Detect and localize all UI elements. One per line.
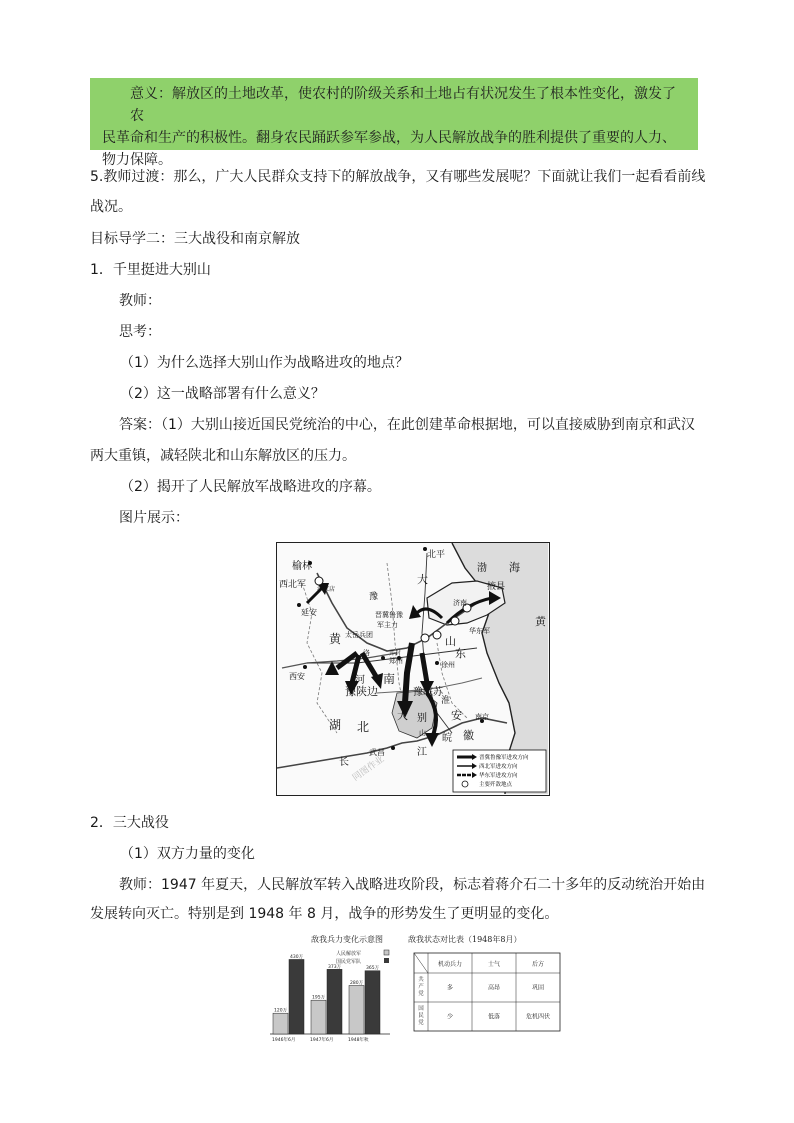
- label-xibeijun: 西北军: [279, 580, 307, 590]
- label-yu: 豫: [369, 592, 379, 602]
- label-bie: 别: [417, 713, 427, 724]
- bar-category-label: 1948年秋: [348, 1038, 369, 1043]
- watermark: 同图作业: [350, 754, 387, 784]
- battle-site-icon: [315, 577, 323, 585]
- table-cell: 巩固: [531, 984, 545, 992]
- label-huai: 淮: [441, 696, 451, 706]
- label-huang: 黄: [329, 632, 342, 646]
- label-da-char: 大: [417, 573, 428, 586]
- map-svg: [277, 543, 548, 794]
- border-1: [302, 583, 337, 733]
- table-cell: 危机四伏: [525, 1013, 551, 1021]
- table-row-label-char: 党: [418, 991, 424, 997]
- bar-value-label: 365万: [366, 966, 380, 972]
- table-cell: 高昂: [487, 984, 501, 992]
- dabie-loop-arrow-head: [425, 733, 439, 747]
- label-xuzhou: 徐州: [441, 661, 455, 669]
- table-row-label-char: 党: [418, 1020, 424, 1026]
- label-hu: 湖: [329, 718, 342, 732]
- label-jinjiluyu: 晋冀鲁豫: [375, 611, 403, 619]
- bar-pla: [273, 1013, 288, 1034]
- significance-line-2: 民革命和生产的积极性。翻身农民踊跃参军参战，为人民解放战争的胜利提供了重要的人力、: [102, 130, 676, 146]
- label-yuwanxu: 豫皖苏: [413, 687, 443, 698]
- question-2: （2）这一战略部署有什么意义？: [120, 386, 325, 402]
- answer-2: （2）揭开了人民解放军战略进攻的序幕。: [120, 479, 381, 495]
- jjly-arrow2-shaft: [422, 653, 427, 683]
- legend-kmt-swatch: [384, 958, 389, 963]
- bar-pla: [349, 985, 364, 1034]
- table-header-cell: 士气: [487, 961, 501, 968]
- section1-title: 1．千里挺进大别山: [90, 262, 211, 278]
- label-he: 河: [355, 675, 365, 686]
- legend-label-2: 西北军进攻方向: [479, 764, 518, 770]
- label-jiang: 江: [417, 747, 427, 758]
- section2-title: 2．三大战役: [90, 815, 169, 831]
- force-comparison-figure: [266, 930, 566, 1050]
- label-hui: 徽: [463, 729, 474, 742]
- city-dot: [381, 656, 385, 660]
- section2-teacher-line-1: 教师：1947 年夏天，人民解放军转入战略进攻阶段，标志着蒋介石二十多年的反动统治开始由: [119, 877, 706, 893]
- table-row-label-char: 国: [418, 1006, 424, 1012]
- label-jinan: 济南: [453, 599, 467, 607]
- bar-category-label: 1946年6月: [272, 1038, 296, 1043]
- transition-line-1: 5.教师过渡：那么，广大人民群众支持下的解放战争，又有哪些发展呢？下面就让我们一起看看前线: [90, 169, 706, 185]
- label-shandong-shan: 山: [445, 635, 456, 648]
- legend-label-1: 晋冀鲁豫军进攻方向: [479, 755, 529, 761]
- significance-line-3: 物力保障。: [102, 152, 172, 168]
- legend-kmt-label: 国民党军队: [336, 959, 362, 965]
- significance-line-1: 意义：解放区的土地改革，使农村的阶级关系和土地占有状况发生了根本性变化，激发了农: [130, 86, 676, 124]
- bar-pla: [311, 1000, 326, 1034]
- label-bohai: 渤: [477, 563, 487, 574]
- bar-value-label: 120万: [274, 1008, 288, 1014]
- city-dot: [391, 746, 395, 750]
- map-legend: [453, 750, 546, 792]
- label-chang: 长: [339, 757, 349, 768]
- section2-sub1: （1）双方力量的变化: [120, 846, 255, 862]
- think-label: 思考：: [119, 324, 161, 340]
- label-nan: 南: [383, 672, 396, 686]
- city-dot: [435, 661, 439, 665]
- label-beiping: 北平: [427, 550, 446, 560]
- table-title: 敌我状态对比表（1948年8月）: [408, 935, 522, 944]
- label-luo: 洛: [363, 649, 370, 657]
- label-hai: 海: [509, 561, 520, 574]
- bar-value-label: 373万: [328, 964, 342, 970]
- label-wuchang: 武昌: [369, 748, 385, 757]
- bar-kmt: [289, 959, 304, 1034]
- label-nanjing: 南京: [475, 713, 489, 721]
- label-kaifeng: 开封: [389, 650, 402, 657]
- image-show-label: 图片展示：: [119, 510, 189, 526]
- label-huang-hai: 黄: [535, 615, 546, 628]
- bar-category-label: 1947年6月: [310, 1038, 334, 1043]
- bar-value-label: 430万: [290, 954, 304, 960]
- table-row-label-char: 民: [418, 1013, 424, 1019]
- question-1: （1）为什么选择大别山作为战略进攻的地点？: [120, 355, 409, 371]
- city-dot: [297, 603, 301, 607]
- legend-pla-label: 人民解放军: [336, 951, 362, 957]
- label-yushanbian: 豫陕边: [345, 685, 378, 698]
- table-header-cell: 后方: [531, 961, 545, 968]
- table-row-label-char: 共: [418, 977, 424, 983]
- label-shandong-dong: 东: [455, 647, 466, 660]
- table-row-label-char: 产: [418, 984, 424, 990]
- legend-label-4: 主要歼敌地点: [479, 782, 513, 788]
- battle-site-icon: [421, 634, 429, 642]
- transition-line-2: 战况。: [90, 199, 132, 215]
- section2-teacher-line-2: 发展转向灭亡。特别是到 1948 年 8 月，战争的形势发生了更明显的变化。: [90, 906, 559, 922]
- label-jinjiluyu-2: 军主力: [377, 621, 398, 629]
- label-xian: 西安: [289, 672, 305, 681]
- label-yulin: 榆林: [292, 561, 312, 572]
- answer-line-1: 答案：（1）大别山接近国民党统治的中心，在此创建革命根据地，可以直接威胁到南京和武汉: [119, 417, 695, 433]
- city-dot: [303, 665, 307, 669]
- label-wan: 皖: [442, 733, 452, 744]
- battle-site-icon: [451, 617, 459, 625]
- label-an: 安: [451, 709, 462, 722]
- bar-kmt: [365, 971, 380, 1034]
- charts-svg: [266, 930, 566, 1050]
- bar-kmt: [327, 969, 342, 1034]
- significance-box: [90, 78, 698, 168]
- label-da: 大: [397, 709, 408, 722]
- answer-line-2: 两大重镇，减轻陕北和山东解放区的压力。: [90, 448, 356, 464]
- teacher-label: 教师：: [119, 293, 161, 309]
- bar-chart-title: 敌我兵力变化示意图: [311, 935, 383, 944]
- label-yanan: 延安: [301, 608, 317, 617]
- table-cell: 多: [446, 984, 454, 992]
- label-zhengzhou: 郑州: [389, 657, 403, 665]
- table-cell: 少: [446, 1013, 454, 1021]
- table-header-cell: 机动兵力: [437, 961, 463, 968]
- label-bei: 北: [357, 720, 370, 734]
- battle-site-icon: [433, 631, 441, 639]
- table-cell: 低落: [487, 1013, 501, 1021]
- bar-value-label: 280万: [350, 980, 364, 986]
- label-shan: 山: [419, 729, 426, 737]
- legend-swatch-4: [462, 781, 468, 787]
- legend-label-3: 华东军进攻方向: [479, 773, 518, 779]
- legend-pla-swatch: [384, 950, 389, 955]
- goal2-heading: 目标导学二：三大战役和南京解放: [90, 231, 300, 247]
- label-shajiadian: 沙家店: [317, 586, 336, 593]
- bar-value-label: 195万: [312, 995, 326, 1001]
- label-yixian: 掖县: [487, 582, 506, 592]
- dabie-mountain-map: [276, 542, 550, 796]
- comparison-table: [414, 953, 560, 1031]
- bar-legend: [336, 950, 389, 965]
- label-taiyue: 太岳兵团: [345, 631, 373, 639]
- bar-chart: [270, 954, 390, 1043]
- label-huadongjun: 华东军: [469, 627, 490, 635]
